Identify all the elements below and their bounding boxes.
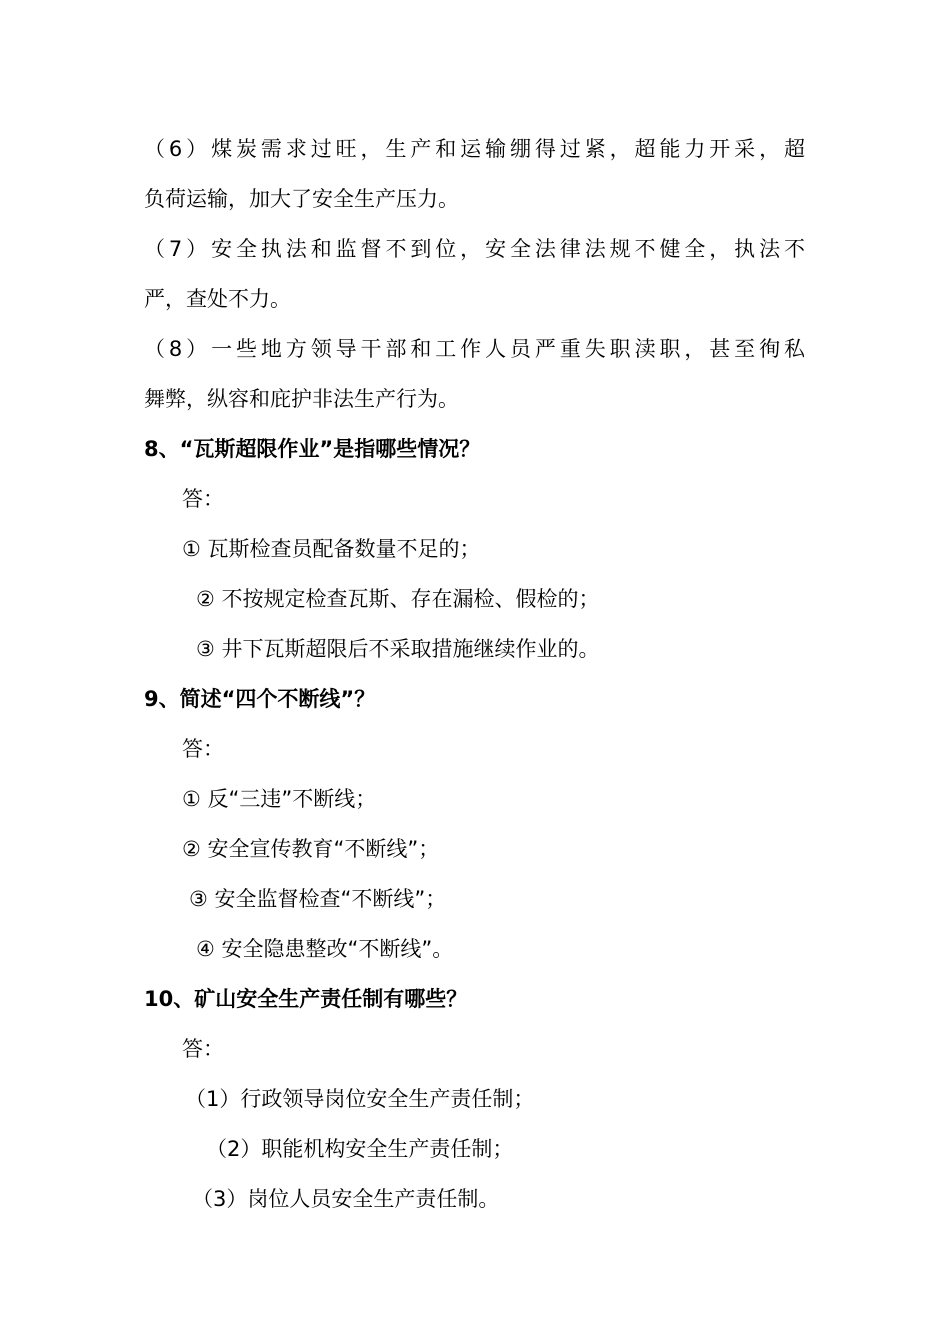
paragraph-8-line-1: （8）一些地方领导干部和工作人员严重失职渎职，甚至徇私 xyxy=(144,337,805,361)
question-9-item-2: ② 安全宣传教育“不断线”； xyxy=(182,837,440,861)
question-8-item-2: ② 不按规定检查瓦斯、存在漏检、假检的； xyxy=(196,587,600,611)
question-10-item-1: （1）行政领导岗位安全生产责任制； xyxy=(185,1087,535,1111)
question-10-heading: 10、矿山安全生产责任制有哪些？ xyxy=(144,987,468,1011)
paragraph-6-line-2: 负荷运输，加大了安全生产压力。 xyxy=(144,187,459,211)
paragraph-7-line-2: 严，查处不力。 xyxy=(144,287,291,311)
question-10-item-2: （2）职能机构安全生产责任制； xyxy=(206,1137,514,1161)
paragraph-7-line-1: （7）安全执法和监督不到位，安全法律法规不健全，执法不 xyxy=(144,237,805,261)
question-9-item-1: ① 反“三违”不断线； xyxy=(182,787,377,811)
question-8-answer-label: 答： xyxy=(182,487,224,511)
question-10-item-3: （3）岗位人员安全生产责任制。 xyxy=(192,1187,500,1211)
question-10-answer-label: 答： xyxy=(182,1037,224,1061)
paragraph-6-line-1: （6）煤炭需求过旺，生产和运输绷得过紧，超能力开采，超 xyxy=(144,137,805,161)
question-8-item-1: ① 瓦斯检查员配备数量不足的； xyxy=(182,537,481,561)
question-9-answer-label: 答： xyxy=(182,737,224,761)
question-9-item-4: ④ 安全隐患整改“不断线”。 xyxy=(196,937,454,961)
paragraph-8-line-2: 舞弊，纵容和庇护非法生产行为。 xyxy=(144,387,459,411)
question-9-item-3: ③ 安全监督检查“不断线”； xyxy=(189,887,447,911)
question-8-item-3: ③ 井下瓦斯超限后不采取措施继续作业的。 xyxy=(196,637,600,661)
question-9-heading: 9、简述“四个不断线”？ xyxy=(144,687,376,711)
question-8-heading: 8、“瓦斯超限作业”是指哪些情况？ xyxy=(144,437,481,461)
